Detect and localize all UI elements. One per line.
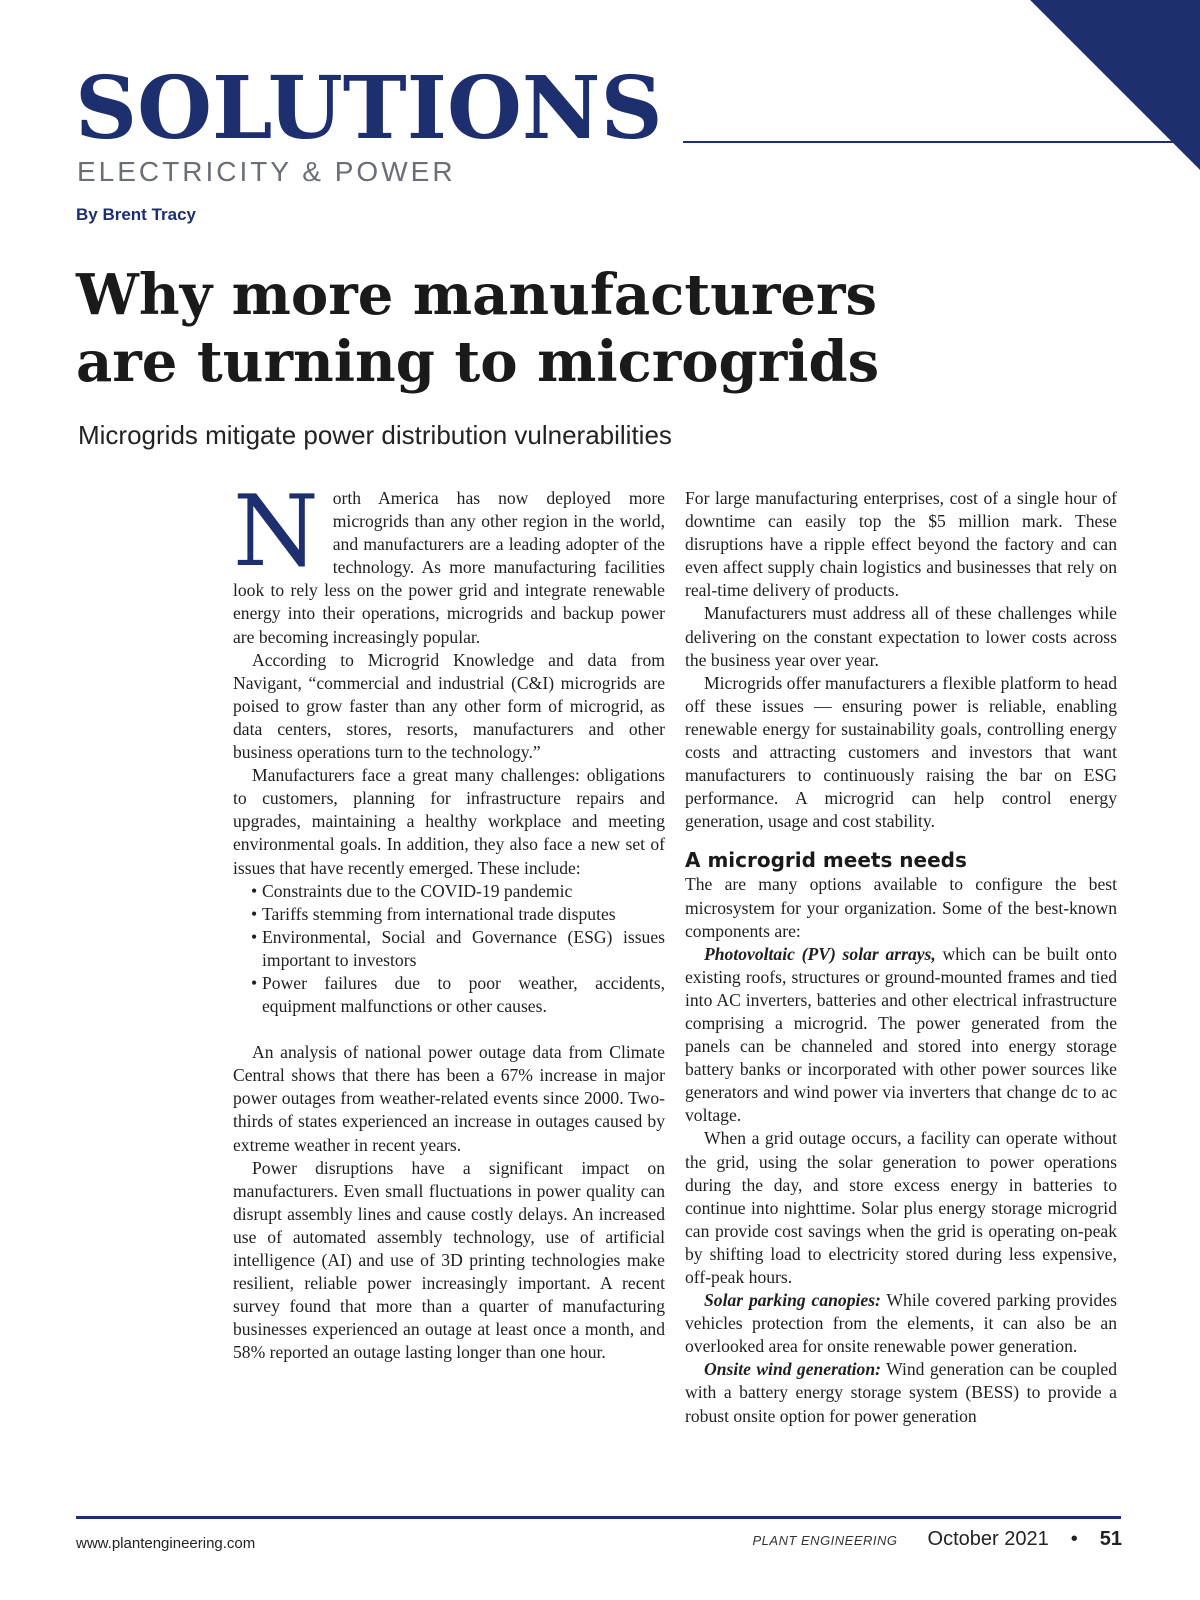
paragraph-text: which can be built onto existing roofs, structures or ground-mounted frames and tied into AC inverters, batteries and other electrical infrastructure comprising a microgrid. The power generated from the panels can be channeled and stored into energy storage battery banks or incorporated with other power sources like generators and wind power via inverters that change dc to ac voltage. (685, 943, 1117, 1126)
list-item: • Constraints due to the COVID-19 pandemic (251, 880, 665, 903)
paragraph (685, 943, 1117, 1128)
footer-url[interactable]: www.plantengineering.com (76, 1535, 256, 1552)
byline: By Brent Tracy (76, 205, 196, 224)
paragraph-text: While covered parking provides vehicles protection from the elements, it can also be an overlooked area for onsite renewable power generation. (685, 1290, 1117, 1357)
headline (76, 262, 976, 396)
paragraph: Microgrids offer manufacturers a flexible platform to head off these issues — ensuring power is reliable, enabling renewable energy for sustainability goals, controlling energy costs and attracting customers and investors that want manufacturers to continuously raising the bar on ESG performance. A microgrid can help control energy generation, usage and cost stability. (685, 672, 1117, 832)
paragraph: Manufacturers face a great many challenges: obligations to customers, planning for infrastructure repairs and upgrades, maintaining a healthy workplace and meeting environmental goals. In addition, they also face a new set of issues that have recently emerged. These include: (233, 765, 665, 878)
deck: Microgrids mitigate power distribution vulnerabilities (78, 420, 672, 450)
footer-separator: • (1070, 1528, 1078, 1550)
section-header (75, 58, 1125, 187)
footer-publication: PLANT ENGINEERING (752, 1533, 898, 1548)
section-title: SOLUTIONS (75, 58, 663, 159)
paragraph: Manufacturers must address all of these challenges while delivering on the constant expectation to lower costs across the business year over year. (685, 603, 1117, 670)
paragraph: Power disruptions have a significant impact on manufacturers. Even small fluctuations in power quality can disrupt assembly lines and cause costly delays. An increased use of automated assembly technology, use of artificial intelligence (AI) and use of 3D printing technologies make resilient, reliable power increasingly important. A recent survey found that more than a quarter of manufacturing businesses experienced an outage at least once a month, and 58% reported an outage lasting longer than one hour. (233, 1157, 665, 1363)
paragraph: When a grid outage occurs, a facility can operate without the grid, using the solar generation to power operations during the day, and store excess energy in batteries to continue into nighttime. Solar plus energy storage microgrid can provide cost savings when the grid is operating on-peak by shifting load to electricity stored during less expensive, off-peak hours. (685, 1128, 1117, 1287)
footer-folio (753, 1528, 1123, 1556)
paragraph-spacer (233, 1018, 665, 1041)
paragraph (685, 1289, 1117, 1358)
paragraph: For large manufacturing enterprises, cost of a single hour of downtime can easily top the $5 million mark. These disruptions have a ripple effect beyond the factory and can even affect supply chain logistics and businesses that rely on real-time delivery of products. (685, 488, 1117, 601)
section-subtitle: ELECTRICITY & POWER (77, 156, 456, 187)
paragraph (685, 1358, 1117, 1427)
subhead: A microgrid meets needs (685, 848, 967, 873)
list-item: • Environmental, Social and Governance (ESG) issues important to investors (251, 926, 665, 972)
footer-rule (76, 1516, 1121, 1519)
headline-line-1: Why more manufacturers (76, 262, 878, 328)
article-column-right (685, 487, 1117, 1428)
headline-line-2: are turning to microgrids (76, 329, 880, 395)
footer-date: October 2021 (927, 1528, 1049, 1550)
paragraph-text: Wind generation can be coupled with a battery energy storage system (BESS) to provide a robust onsite option for power generation (685, 1359, 1117, 1426)
lead-term: Solar parking canopies: (704, 1290, 881, 1311)
lead-term: Photovoltaic (PV) solar arrays, (704, 943, 936, 964)
paragraph: orth America has now deployed more microgrids than any other region in the world, and manufacturers are a leading adopter of the technology. As more manufacturing facilities look to rely less on the power grid and integrate renewable energy into their operations, microgrids and backup power are becoming increasingly popular. (233, 488, 665, 647)
dropcap: N (233, 475, 319, 589)
paragraph: According to Microgrid Knowledge and data from Navigant, “commercial and industrial (C&I) microgrids are poised to grow faster than any other form of microgrid, as data centers, stores, resorts, manufacturers and other business operations turn to the technology.” (233, 649, 665, 763)
article-column-left (233, 475, 665, 1364)
list-item: • Tariffs stemming from international trade disputes (251, 903, 665, 926)
list-item: • Power failures due to poor weather, accidents, equipment malfunctions or other causes. (251, 972, 665, 1018)
page-number: 51 (1099, 1528, 1122, 1550)
paragraph: An analysis of national power outage data from Climate Central shows that there has been a 67% increase in major power outages from weather-related events since 2000. Two-thirds of states experienced an increase in outages caused by extreme weather in recent years. (233, 1042, 665, 1155)
paragraph: The are many options available to configure the best microsystem for your organization. Some of the best-known components are: (685, 874, 1117, 941)
issues-list (233, 880, 665, 1019)
section-rule (683, 141, 1195, 143)
lead-term: Onsite wind generation: (704, 1359, 881, 1380)
